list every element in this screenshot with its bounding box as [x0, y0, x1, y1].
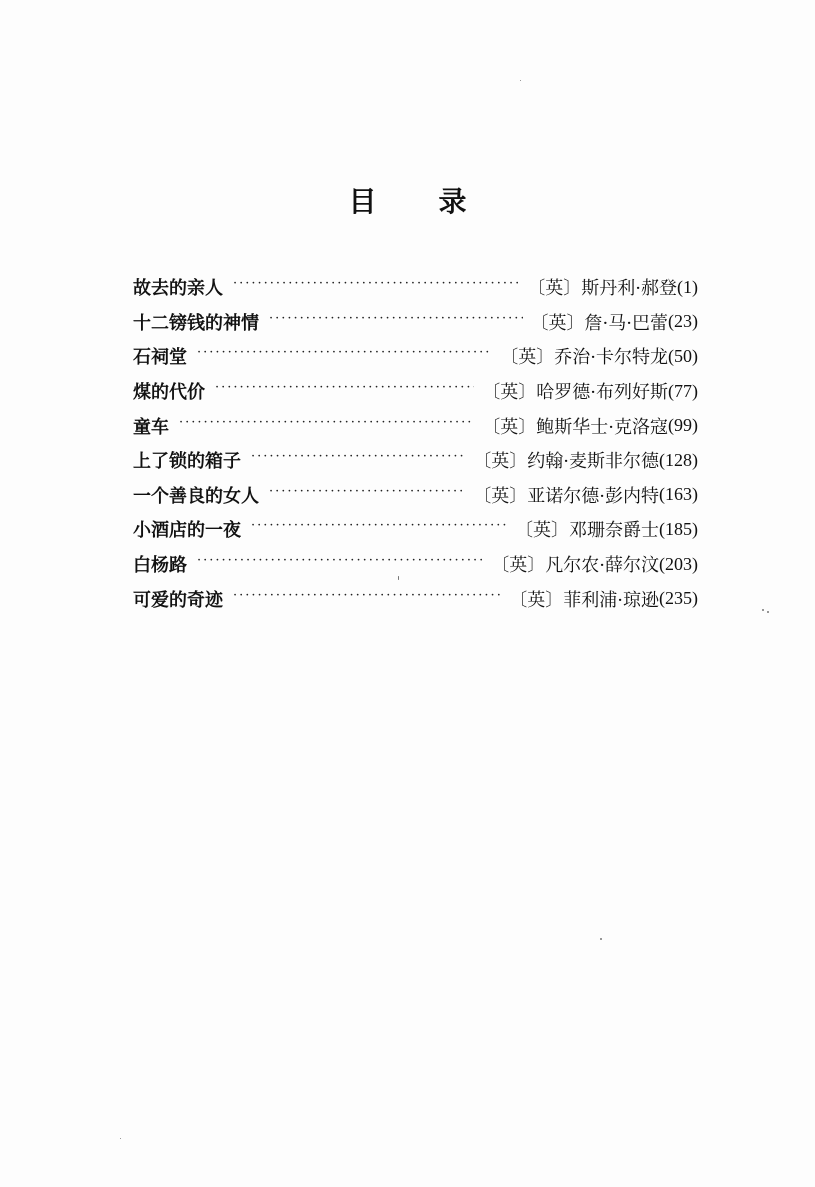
scan-speck — [398, 576, 399, 580]
toc-story-title: 白杨路 — [133, 555, 187, 577]
title-char-2: 录 — [438, 185, 467, 218]
toc-dot-leader — [251, 520, 507, 538]
toc-entry[interactable] — [133, 305, 698, 340]
toc-page-number: (235) — [659, 588, 698, 609]
toc-page-number: (203) — [659, 553, 698, 574]
toc-entry[interactable] — [133, 443, 698, 478]
scan-speck — [762, 609, 764, 611]
toc-page-number: (50) — [668, 345, 698, 366]
table-of-contents — [133, 270, 698, 616]
toc-author: 〔英〕菲利浦·琼逊 — [509, 589, 659, 611]
toc-entry[interactable] — [133, 408, 698, 443]
toc-author: 〔英〕乔治·卡尔特龙 — [500, 347, 668, 369]
toc-page-number: (128) — [659, 449, 698, 470]
toc-author: 〔英〕约翰·麦斯非尔德 — [473, 451, 659, 473]
toc-story-title: 小酒店的一夜 — [133, 520, 241, 542]
toc-entry[interactable] — [133, 339, 698, 374]
toc-story-title: 上了锁的箱子 — [133, 451, 241, 473]
page-title — [0, 180, 815, 220]
toc-dot-leader — [233, 590, 501, 608]
toc-page-number: (1) — [677, 276, 698, 297]
toc-page-number: (185) — [659, 518, 698, 539]
toc-story-title: 童车 — [133, 416, 169, 438]
toc-dot-leader — [197, 347, 492, 365]
scan-speck — [767, 611, 769, 613]
toc-entry[interactable] — [133, 478, 698, 513]
scan-speck — [120, 1138, 121, 1139]
toc-entry[interactable] — [133, 547, 698, 582]
scan-speck — [600, 938, 602, 940]
toc-dot-leader — [269, 313, 523, 331]
toc-story-title: 石祠堂 — [133, 347, 187, 369]
toc-story-title: 十二镑钱的神情 — [133, 312, 259, 334]
toc-page-number: (163) — [659, 484, 698, 505]
toc-entry[interactable] — [133, 374, 698, 409]
toc-author: 〔英〕凡尔农·薛尔汶 — [491, 555, 659, 577]
toc-story-title: 一个善良的女人 — [133, 485, 259, 507]
scan-speck — [520, 80, 521, 81]
toc-entry[interactable] — [133, 270, 698, 305]
toc-dot-leader — [251, 451, 465, 469]
toc-author: 〔英〕斯丹利·郝登 — [527, 278, 677, 300]
toc-entry[interactable] — [133, 512, 698, 547]
toc-author: 〔英〕邓珊奈爵士 — [515, 520, 659, 542]
toc-story-title: 故去的亲人 — [133, 278, 223, 300]
toc-author: 〔英〕詹·马·巴蕾 — [530, 312, 668, 334]
toc-author: 〔英〕亚诺尔德·彭内特 — [473, 485, 659, 507]
toc-story-title: 煤的代价 — [133, 382, 205, 404]
toc-story-title: 可爱的奇迹 — [133, 589, 223, 611]
toc-dot-leader — [215, 382, 474, 400]
title-char-1: 目 — [348, 185, 377, 218]
toc-dot-leader — [179, 417, 474, 435]
toc-page-number: (77) — [668, 380, 698, 401]
toc-author: 〔英〕哈罗德·布列好斯 — [482, 382, 668, 404]
toc-author: 〔英〕鲍斯华士·克洛寇 — [482, 416, 668, 438]
toc-entry[interactable] — [133, 581, 698, 616]
toc-page-number: (23) — [668, 311, 698, 332]
toc-page-number: (99) — [668, 415, 698, 436]
toc-dot-leader — [197, 555, 483, 573]
toc-dot-leader — [269, 486, 465, 504]
toc-dot-leader — [233, 278, 519, 296]
